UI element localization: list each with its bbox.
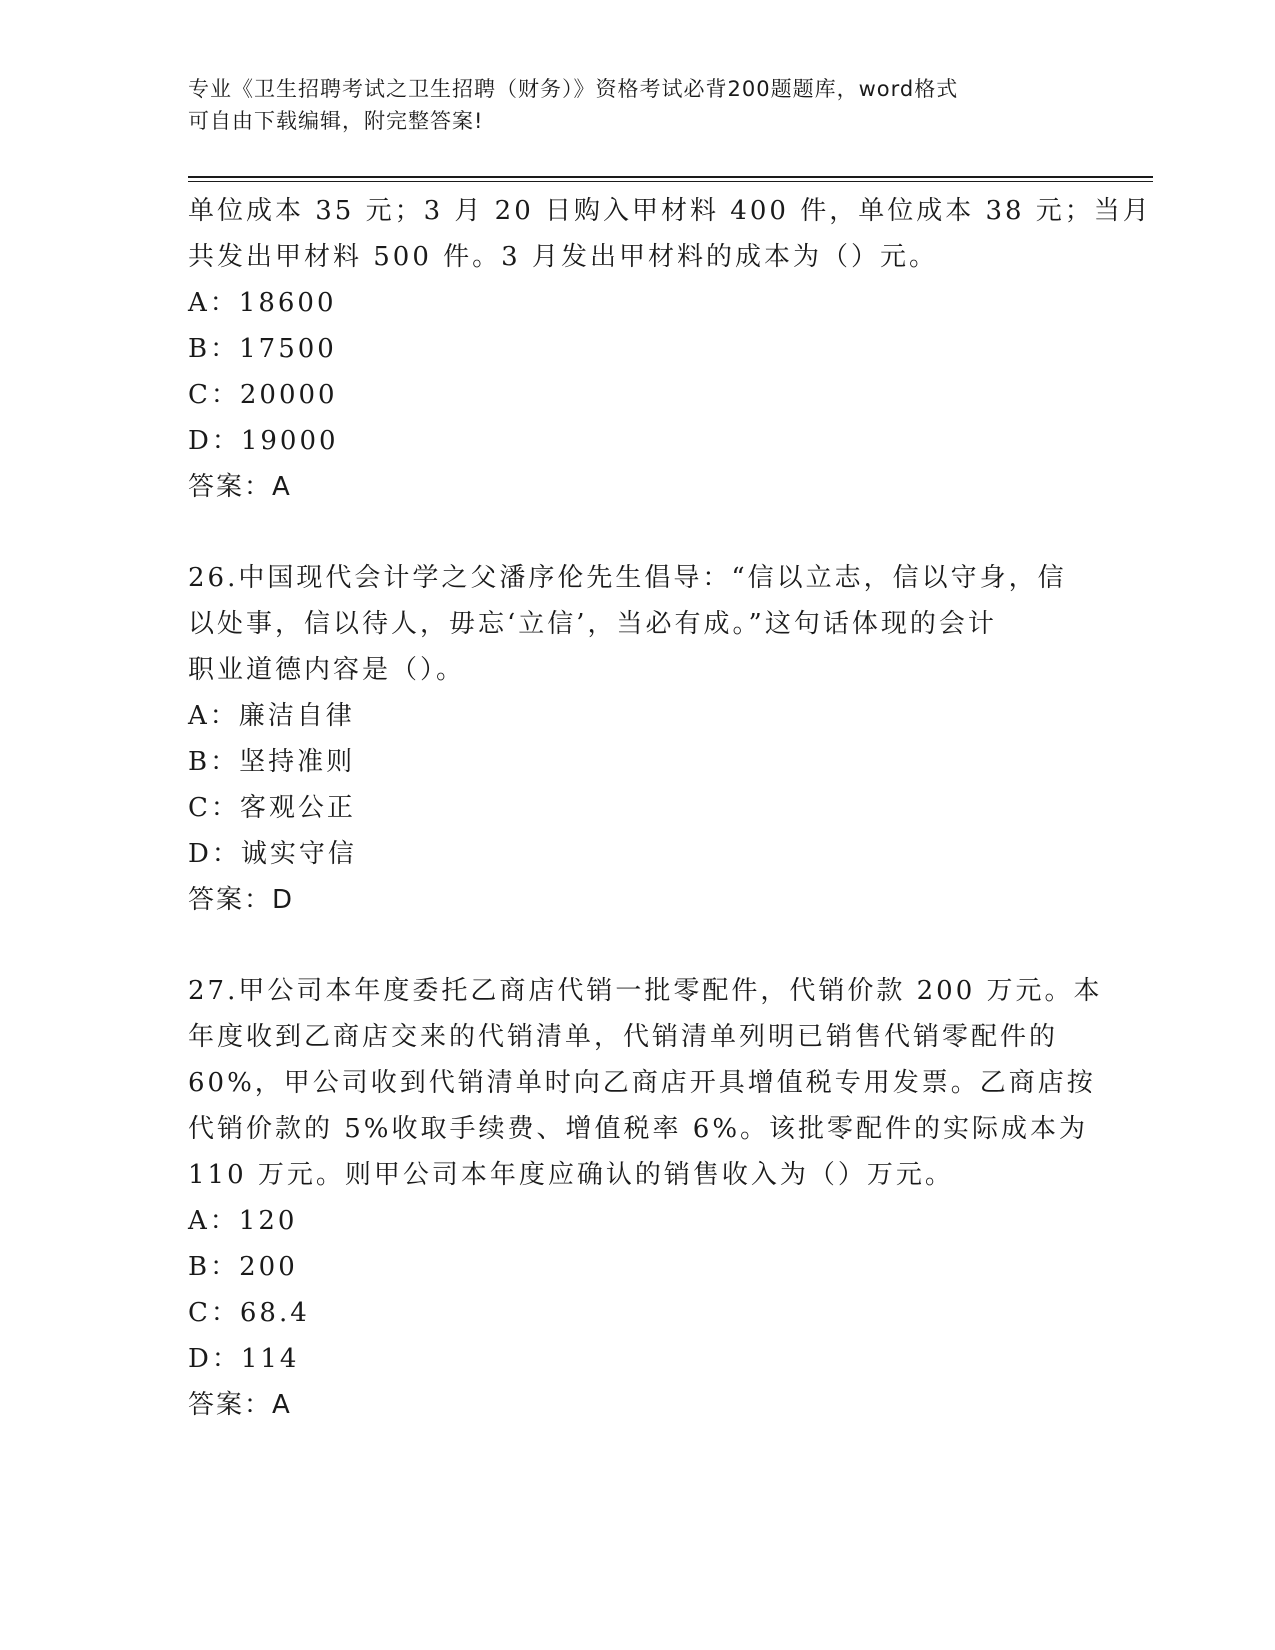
option-c: C：20000 — [188, 380, 338, 410]
header-title-line-1: 专业《卫生招聘考试之卫生招聘（财务）》资格考试必背200题题库，word格式 — [188, 77, 959, 101]
option-b: B：17500 — [188, 334, 337, 364]
question-stem-line: 26.中国现代会计学之父潘序伦先生倡导：“信以立志，信以守身，信 — [188, 563, 1067, 593]
question-stem-line: 60%，甲公司收到代销清单时向乙商店开具增值税专用发票。乙商店按 — [188, 1068, 1096, 1098]
option-a: A：120 — [188, 1206, 298, 1236]
option-d: D：诚实守信 — [188, 839, 357, 869]
question-stem-line: 单位成本 35 元；3 月 20 日购入甲材料 400 件，单位成本 38 元；当月 — [188, 196, 1152, 226]
header-divider-thin — [188, 181, 1153, 182]
option-c: C：客观公正 — [188, 793, 356, 823]
question-27 — [188, 968, 1103, 1428]
option-c: C：68.4 — [188, 1298, 310, 1328]
question-stem-line: 27.甲公司本年度委托乙商店代销一批零配件，代销价款 200 万元。本 — [188, 976, 1103, 1006]
option-b: B：200 — [188, 1252, 298, 1282]
question-stem-line: 110 万元。则甲公司本年度应确认的销售收入为（）万元。 — [188, 1160, 954, 1190]
question-26 — [188, 555, 1078, 923]
option-a: A：廉洁自律 — [188, 701, 355, 731]
question-stem-line: 以处事，信以待人，毋忘‘立信’，当必有成。”这句话体现的会计 — [188, 609, 997, 639]
question-stem-line: 代销价款的 5%收取手续费、增值税率 6%。该批零配件的实际成本为 — [188, 1114, 1089, 1144]
question-list — [188, 188, 1152, 1428]
answer-line: 答案：A — [188, 1390, 292, 1420]
question-stem-line: 年度收到乙商店交来的代销清单，代销清单列明已销售代销零配件的 — [188, 1022, 1059, 1052]
option-d: D：114 — [188, 1344, 300, 1374]
header-title-line-2: 可自由下载编辑，附完整答案! — [188, 109, 484, 133]
answer-line: 答案：A — [188, 472, 292, 502]
question-spacer — [188, 510, 1078, 555]
option-b: B：坚持准则 — [188, 747, 356, 777]
answer-line: 答案：D — [188, 885, 295, 915]
question-stem-line: 共发出甲材料 500 件。3 月发出甲材料的成本为（）元。 — [188, 242, 938, 272]
option-a: A：18600 — [188, 288, 337, 318]
document-header — [188, 73, 1068, 137]
question-stem-line: 职业道德内容是（）。 — [188, 655, 466, 685]
question-spacer — [188, 923, 1078, 968]
header-divider-thick — [188, 176, 1153, 178]
option-d: D：19000 — [188, 426, 339, 456]
question-25 — [188, 188, 1152, 510]
